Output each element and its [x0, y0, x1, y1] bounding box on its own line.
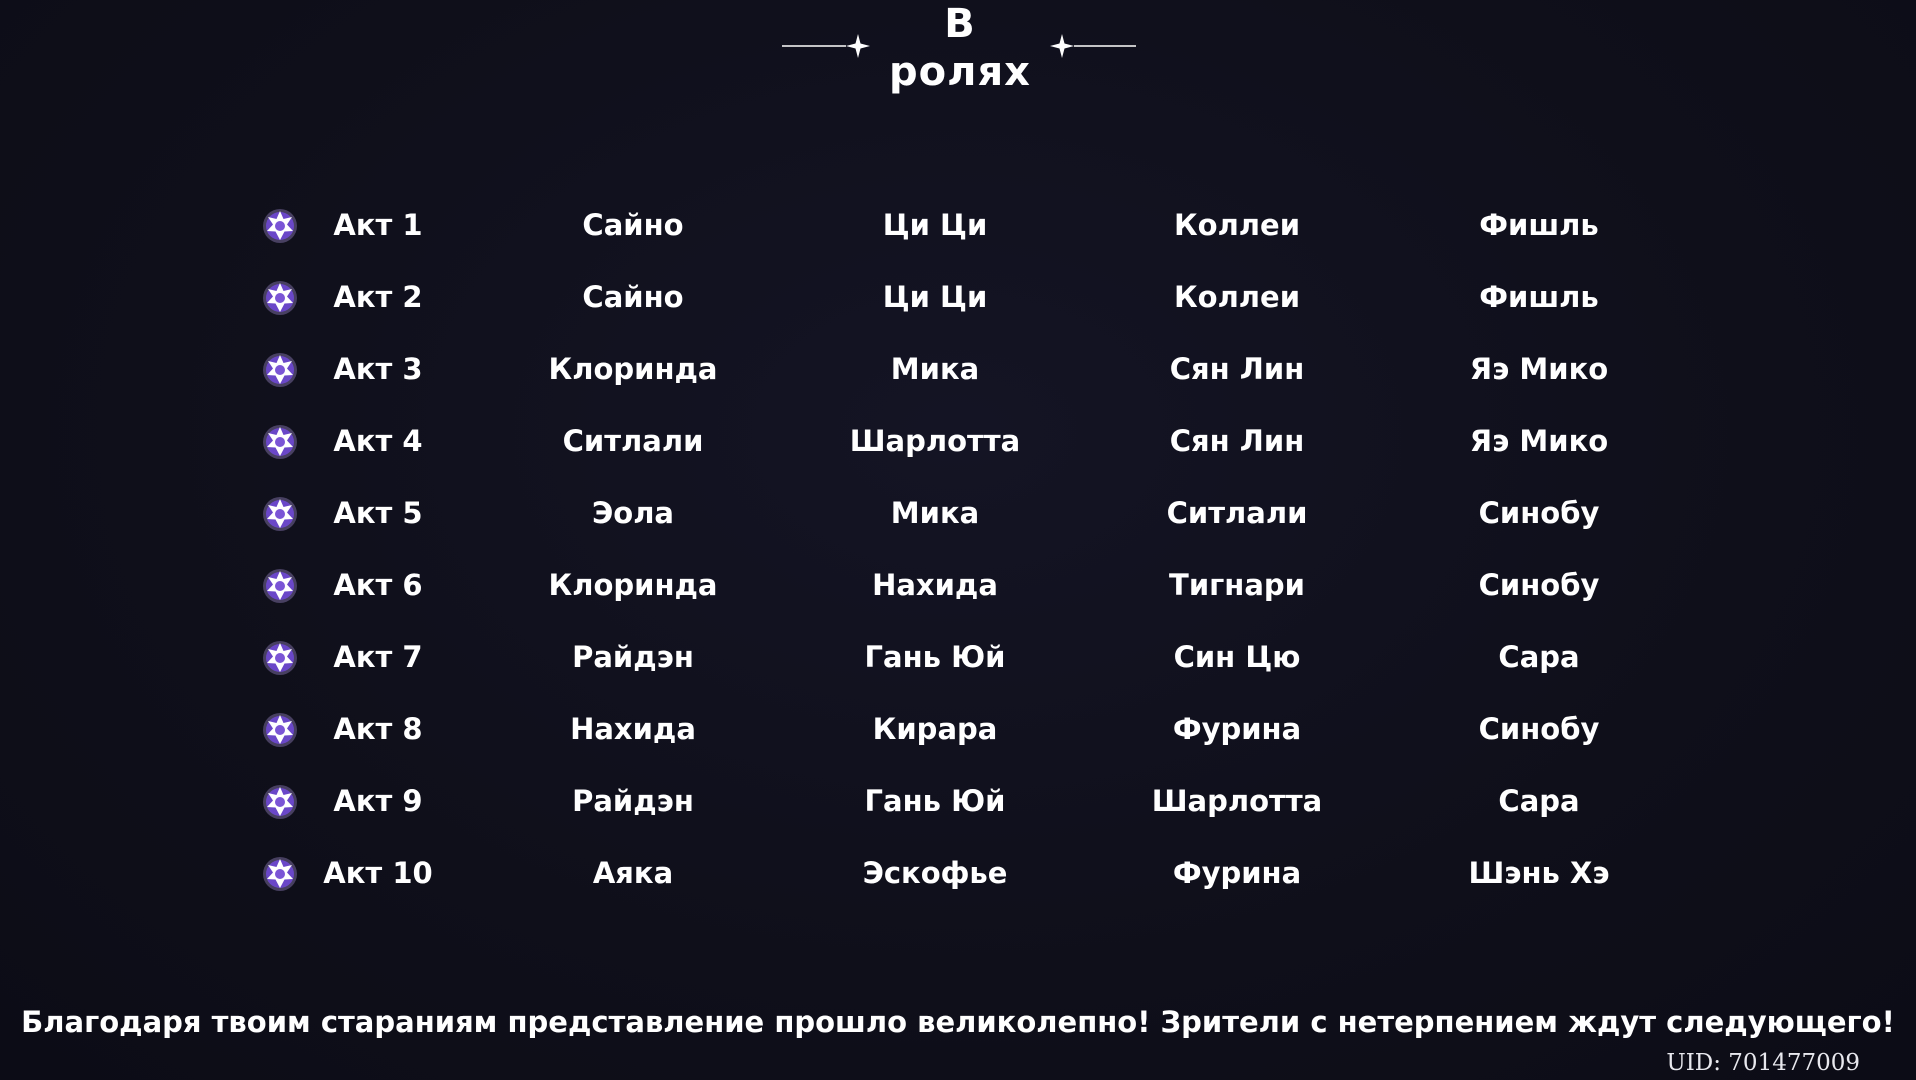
cast-cell: Яэ Мико [1469, 352, 1609, 386]
purple-star-badge-icon [260, 782, 300, 822]
cast-cell: Тигнари [1169, 568, 1305, 602]
cast-cell: Гань Юй [864, 640, 1006, 674]
purple-star-badge-icon [260, 710, 300, 750]
act-row [0, 261, 1916, 333]
act-label: Акт 2 [333, 280, 423, 314]
act-row [0, 189, 1916, 261]
uid-label: UID: 701477009 [1666, 1050, 1860, 1076]
cast-cell: Райдэн [572, 640, 694, 674]
cast-cell: Эскофье [862, 856, 1008, 890]
cast-cell: Сайно [582, 208, 684, 242]
act-label: Акт 5 [333, 496, 423, 530]
cast-cell: Сара [1498, 640, 1580, 674]
act-label: Акт 3 [333, 352, 423, 386]
act-label: Акт 1 [333, 208, 423, 242]
purple-star-badge-icon [260, 422, 300, 462]
act-label: Акт 8 [333, 712, 423, 746]
cast-cell: Сян Лин [1169, 352, 1305, 386]
cast-cell: Сайно [582, 280, 684, 314]
page-title-line-1: В [944, 1, 976, 47]
cast-cell: Фишль [1479, 208, 1599, 242]
cast-cell: Шарлотта [1151, 784, 1323, 818]
act-row [0, 765, 1916, 837]
act-label: Акт 4 [333, 424, 423, 458]
act-row [0, 477, 1916, 549]
cast-cell: Сара [1498, 784, 1580, 818]
cast-cell: Коллеи [1173, 208, 1301, 242]
act-label: Акт 10 [323, 856, 433, 890]
act-row [0, 837, 1916, 909]
cast-cell: Аяка [592, 856, 674, 890]
cast-cell: Коллеи [1173, 280, 1301, 314]
cast-cell: Фурина [1172, 856, 1302, 890]
purple-star-badge-icon [260, 638, 300, 678]
purple-star-badge-icon [260, 278, 300, 318]
act-label: Акт 7 [333, 640, 423, 674]
thank-you-message: Благодаря твоим стараниям представление прошло великолепно! Зрители с нетерпением ждут следующего! [21, 1005, 1895, 1039]
purple-star-badge-icon [260, 854, 300, 894]
cast-cell: Фурина [1172, 712, 1302, 746]
purple-star-badge-icon [260, 494, 300, 534]
act-row [0, 549, 1916, 621]
purple-star-badge-icon [260, 350, 300, 390]
cast-cell: Синобу [1478, 568, 1600, 602]
cast-cell: Эола [591, 496, 674, 530]
cast-cell: Клоринда [548, 352, 718, 386]
cast-cell: Ситлали [1166, 496, 1308, 530]
cast-cell: Райдэн [572, 784, 694, 818]
cast-cell: Ци Ци [882, 280, 988, 314]
act-label: Акт 6 [333, 568, 423, 602]
cast-cell: Синобу [1478, 496, 1600, 530]
cast-cell: Ци Ци [882, 208, 988, 242]
cast-cell: Фишль [1479, 280, 1599, 314]
purple-star-badge-icon [260, 566, 300, 606]
act-row [0, 405, 1916, 477]
cast-cell: Клоринда [548, 568, 718, 602]
cast-cell: Мика [890, 352, 980, 386]
cast-cell: Нахида [872, 568, 998, 602]
act-row [0, 333, 1916, 405]
cast-cell: Шарлотта [849, 424, 1021, 458]
cast-cell: Яэ Мико [1469, 424, 1609, 458]
cast-cell: Син Цю [1173, 640, 1301, 674]
cast-cell: Ситлали [562, 424, 704, 458]
cast-cell: Шэнь Хэ [1468, 856, 1610, 890]
act-row [0, 693, 1916, 765]
cast-cell: Мика [890, 496, 980, 530]
cast-cell: Нахида [570, 712, 696, 746]
cast-cell: Сян Лин [1169, 424, 1305, 458]
act-label: Акт 9 [333, 784, 423, 818]
cast-cell: Синобу [1478, 712, 1600, 746]
cast-cell: Кирара [872, 712, 998, 746]
page-title-line-2: ролях [889, 49, 1031, 95]
cast-cell: Гань Юй [864, 784, 1006, 818]
purple-star-badge-icon [260, 206, 300, 246]
act-row [0, 621, 1916, 693]
